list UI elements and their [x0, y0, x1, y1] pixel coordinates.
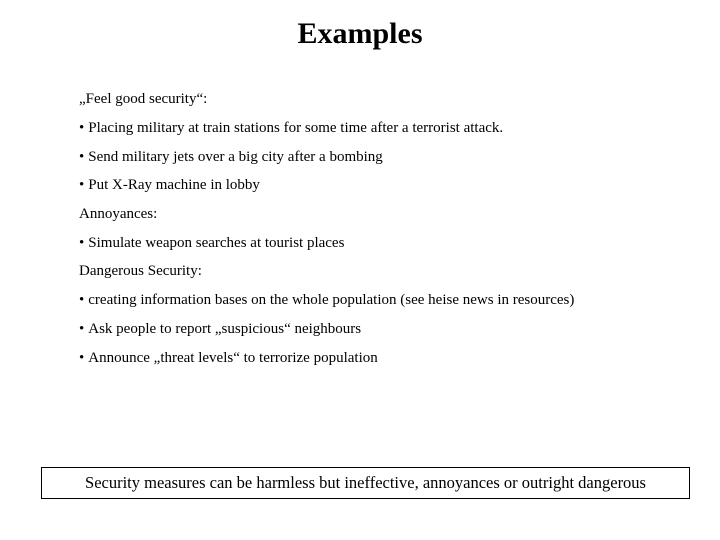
section-heading-feel-good: „Feel good security“: [79, 91, 208, 107]
section-heading-annoyances: Annoyances: [79, 206, 158, 222]
list-item [79, 175, 260, 195]
list-item-text: Put X-Ray machine in lobby [88, 177, 260, 193]
section-heading-dangerous: Dangerous Security: [79, 263, 202, 279]
list-item-text: Placing military at train stations for some time after a terrorist attack. [88, 120, 504, 136]
bullet-icon: • [79, 149, 85, 165]
list-item-text: Ask people to report „suspicious“ neighbours [88, 321, 362, 337]
bullet-icon: • [79, 350, 85, 366]
list-item-text: Send military jets over a big city after a bombing [88, 149, 383, 165]
bullet-icon: • [79, 177, 85, 193]
list-item [79, 118, 503, 138]
bullet-icon: • [79, 235, 85, 251]
list-item [79, 348, 378, 368]
summary-box [41, 467, 690, 499]
summary-text: Security measures can be harmless but ineffective, annoyances or outright dangerous [85, 473, 646, 492]
bullet-icon: • [79, 321, 85, 337]
list-item [79, 233, 344, 253]
bullet-icon: • [79, 120, 85, 136]
list-item [79, 147, 383, 167]
list-item [79, 319, 361, 339]
slide-title: Examples [297, 17, 423, 50]
list-item [79, 290, 574, 310]
bullet-icon: • [79, 292, 85, 308]
list-item-text: creating information bases on the whole population (see heise news in resources) [88, 292, 575, 308]
list-item-text: Simulate weapon searches at tourist places [88, 235, 345, 251]
list-item-text: Announce „threat levels“ to terrorize population [88, 350, 378, 366]
